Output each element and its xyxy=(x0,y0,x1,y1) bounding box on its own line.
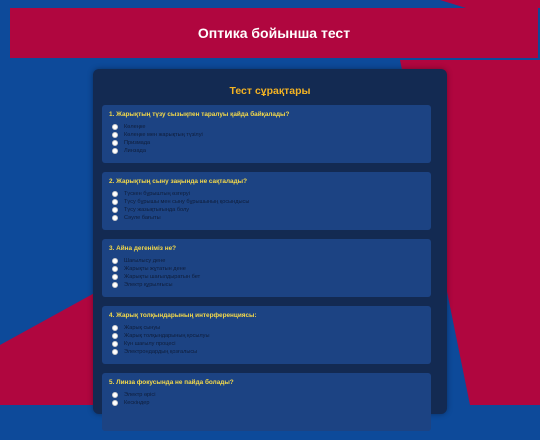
option-1-1[interactable] xyxy=(109,123,424,131)
radio-button[interactable] xyxy=(112,199,118,205)
option-3-3[interactable] xyxy=(109,273,424,281)
question-text: 1. Жарықтың түзу сызықпен таралуы қайда байқалады? xyxy=(109,111,290,118)
radio-button[interactable] xyxy=(112,266,118,272)
radio-button[interactable] xyxy=(112,333,118,339)
option-label: Сәуле бағыты xyxy=(124,215,161,221)
option-label: Түскен бұрыштың өзгеруі xyxy=(124,191,190,197)
radio-button[interactable] xyxy=(112,124,118,130)
questions-panel xyxy=(93,69,447,414)
option-label: Жарық сынуы xyxy=(124,325,161,331)
radio-button[interactable] xyxy=(112,341,118,347)
question-card-5 xyxy=(102,373,431,431)
option-label: Түсу бұрышы мен сыну бұрышының қосындысы xyxy=(124,199,250,205)
option-5-1[interactable] xyxy=(109,391,424,399)
radio-button[interactable] xyxy=(112,325,118,331)
question-text: 2. Жарықтың сыну заңында не сақталады? xyxy=(109,178,247,185)
option-2-1[interactable] xyxy=(109,190,424,198)
radio-button[interactable] xyxy=(112,191,118,197)
option-label: Түсу жазықтығында болу xyxy=(124,207,190,213)
radio-button[interactable] xyxy=(112,215,118,221)
option-2-2[interactable] xyxy=(109,198,424,206)
page-header xyxy=(10,8,538,58)
option-label: Жарықты жұтатын дене xyxy=(124,266,186,272)
question-list xyxy=(102,105,431,440)
option-label: Күн шағылу процесі xyxy=(124,341,176,347)
question-text: 4. Жарық толқындарының интерференциясы: xyxy=(109,312,257,319)
panel-title: Тест сұрақтары xyxy=(229,85,311,97)
question-card-2 xyxy=(102,172,431,230)
radio-button[interactable] xyxy=(112,132,118,138)
radio-button[interactable] xyxy=(112,282,118,288)
radio-button[interactable] xyxy=(112,274,118,280)
option-label: Кескіндер xyxy=(124,400,150,406)
question-text: 5. Линза фокусында не пайда болады? xyxy=(109,379,234,386)
question-card-1 xyxy=(102,105,431,163)
option-4-2[interactable] xyxy=(109,332,424,340)
option-label: Электрондардың қозғалысы xyxy=(124,349,198,355)
option-3-4[interactable] xyxy=(109,281,424,289)
radio-button[interactable] xyxy=(112,392,118,398)
option-label: Электр құрылғысы xyxy=(124,282,173,288)
radio-button[interactable] xyxy=(112,148,118,154)
question-text: 3. Айна дегеніміз не? xyxy=(109,245,177,252)
option-3-2[interactable] xyxy=(109,265,424,273)
option-label: Жарық толқындарының қосылуы xyxy=(124,333,210,339)
option-label: Шағылысу дене xyxy=(124,258,166,264)
page-title: Оптика бойынша тест xyxy=(197,25,351,41)
radio-button[interactable] xyxy=(112,258,118,264)
radio-button[interactable] xyxy=(112,207,118,213)
question-card-3 xyxy=(102,239,431,297)
option-label: Линзада xyxy=(124,148,146,154)
option-4-3[interactable] xyxy=(109,340,424,348)
radio-button[interactable] xyxy=(112,400,118,406)
option-1-2[interactable] xyxy=(109,131,424,139)
option-4-4[interactable] xyxy=(109,348,424,356)
option-label: Жарықты шағылдыратын бет xyxy=(124,274,201,280)
option-5-2[interactable] xyxy=(109,399,424,407)
radio-button[interactable] xyxy=(112,349,118,355)
question-card-4 xyxy=(102,306,431,364)
option-label: Призмада xyxy=(124,140,151,146)
option-2-3[interactable] xyxy=(109,206,424,214)
option-label: Көлеңке мен жарықтың түзілуі xyxy=(124,132,203,138)
option-1-4[interactable] xyxy=(109,147,424,155)
option-4-1[interactable] xyxy=(109,324,424,332)
option-label: Көлеңке xyxy=(124,124,146,130)
radio-button[interactable] xyxy=(112,140,118,146)
option-3-1[interactable] xyxy=(109,257,424,265)
option-2-4[interactable] xyxy=(109,214,424,222)
option-label: Электр өрісі xyxy=(124,392,156,398)
option-1-3[interactable] xyxy=(109,139,424,147)
